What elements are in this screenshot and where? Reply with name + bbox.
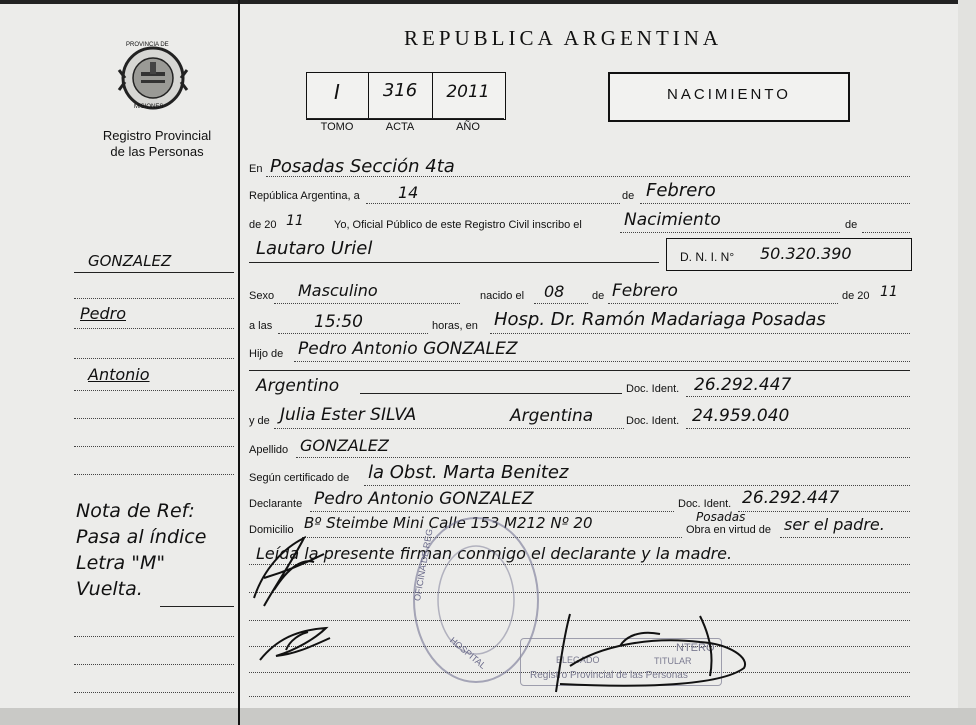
dni-value: 50.320.390 [760,244,852,263]
margin-rule [74,418,234,419]
declarante-doc-line [738,511,910,512]
note-line-2: Pasa al índice [76,526,207,548]
margin-name1: Pedro [80,304,127,323]
tomo-label: TOMO [320,121,354,133]
registry-name-line1: Registro Provincial [102,128,212,143]
margin-rule [74,328,234,329]
birth-year: 11 [880,284,898,300]
margin-rule [74,272,234,273]
margin-rule [160,606,234,607]
mother-nationality: Argentina [510,406,594,426]
anio-value: 2011 [446,82,490,102]
yde-label: y de [249,415,270,427]
father-nationality: Argentino [256,376,340,396]
margin-rule [74,446,234,447]
father-doc-label: Doc. Ident. [626,383,680,395]
hospital-value: Hosp. Dr. Ramón Madariaga Posadas [494,309,826,330]
note-line-3: Letra "M" [76,552,166,574]
dni-label: D. N. I. N° [680,250,735,264]
note-line-1: Nota de Ref: [76,500,195,522]
sexo-label: Sexo [249,290,275,302]
margin-surname: GONZALEZ [88,252,172,270]
margin-rule [74,692,234,693]
blank-line [249,592,910,593]
place-value: Posadas Sección 4ta [270,156,455,177]
acta-label: ACTA [385,121,415,133]
birth-month-line [608,303,838,304]
declarante-doc-label: Doc. Ident. [678,498,732,510]
birth-de-label: de [592,290,605,302]
de20-label: de 20 [249,219,277,231]
father-doc-line [686,396,910,397]
leida-line [249,564,910,565]
certificado-line [364,485,910,486]
nacido-label: nacido el [480,290,525,302]
hijo-label: Hijo de [249,348,284,360]
stamp-text-bottom: HOSPITAL [447,635,488,671]
apellido-label: Apellido [249,444,289,456]
month-line [640,203,910,204]
obra-label: Obra en virtud de [686,524,771,536]
tomo-value: I [334,80,340,104]
father-name: Pedro Antonio GONZALEZ [298,339,518,359]
father-rule [249,370,910,371]
child-name: Lautaro Uriel [256,238,373,259]
birth-day: 08 [544,282,565,301]
hospital-line [490,333,910,334]
day-value: 14 [398,183,419,202]
month-value: Febrero [646,180,716,201]
event-de-line [862,232,910,233]
registry-name-line2: de las Personas [110,144,204,159]
obra-line [780,537,910,538]
year-value: 11 [286,213,304,229]
doc-type-label: NACIMIENTO [667,86,791,103]
certificado-value: la Obst. Marta Benitez [368,462,569,483]
mother-signature [256,620,336,670]
left-column [0,0,238,725]
margin-rule [74,474,234,475]
domicilio-city: Posadas [696,510,746,524]
birth-year-label: de 20 [842,290,870,302]
en-label: En [249,163,263,175]
margin-rule [74,636,234,637]
anio-label: AÑO [456,121,480,133]
event-line [620,232,840,233]
acta-value: 316 [382,80,418,101]
registry-stamp-text-3: Registro Provincial de las Personas [530,670,688,681]
registry-stamp-text-1: ELEGADO [556,655,600,665]
republica-label: República Argentina, a [249,190,360,202]
apellido-line [296,457,910,458]
month-de-label: de [622,190,635,202]
officer-signature [500,606,770,696]
sexo-line [274,303,460,304]
father-nat-line [360,393,622,394]
father-line [294,361,910,362]
birth-day-line [534,303,588,304]
seal-top-text: PROVINCIA DE [126,42,169,48]
mother-doc-label: Doc. Ident. [626,415,680,427]
obra-value: ser el padre. [784,515,885,534]
registry-stamp-text-4: NTERO [676,642,715,654]
margin-rule [74,358,234,359]
event-value: Nacimiento [624,210,721,230]
day-line [366,203,620,204]
seal-bottom-text: MISIONES [134,104,164,110]
birth-month: Febrero [612,281,678,301]
margin-rule [74,390,234,391]
segun-label: Según certificado de [249,472,350,484]
note-line-4: Vuelta. [76,578,143,600]
apellido-value: GONZALEZ [300,436,389,455]
sexo-value: Masculino [298,281,378,300]
oficial-text: Yo, Oficial Público de este Registro Civil inscribo el [334,219,582,231]
margin-rule [74,298,234,299]
event-de-label: de [845,219,858,231]
time-value: 15:50 [314,312,363,332]
time-line [278,333,428,334]
declarante-value: Pedro Antonio GONZALEZ [314,489,534,509]
horas-label: horas, en [432,320,478,332]
stamp-text-top: OFICINA DE REG. [412,525,435,602]
record-label-rule [306,118,504,119]
mother-doc: 24.959.040 [692,406,790,426]
domicilio-value: Bº Steimbe Mini Calle 153 M212 Nº 20 [304,514,593,532]
registry-stamp-text-2: TITULAR [654,656,692,666]
child-name-line [249,262,659,263]
declarant-signature [244,528,334,612]
column-divider [238,0,240,725]
mother-line [274,428,624,429]
mother-name: Julia Ester SILVA [280,405,417,425]
leida-text: Leída la presente firman conmigo el declarante y la madre. [256,544,733,563]
blank-line [249,696,910,697]
margin-name2: Antonio [88,365,150,384]
mother-doc-line [686,428,910,429]
declarante-doc: 26.292.447 [742,488,840,508]
father-doc: 26.292.447 [694,375,792,395]
country-title: REPUBLICA ARGENTINA [404,26,723,50]
declarante-label: Declarante [249,498,303,510]
margin-rule [74,664,234,665]
page-edge [958,0,976,725]
domicilio-label: Domicilio [249,524,294,536]
alas-label: a las [249,320,273,332]
